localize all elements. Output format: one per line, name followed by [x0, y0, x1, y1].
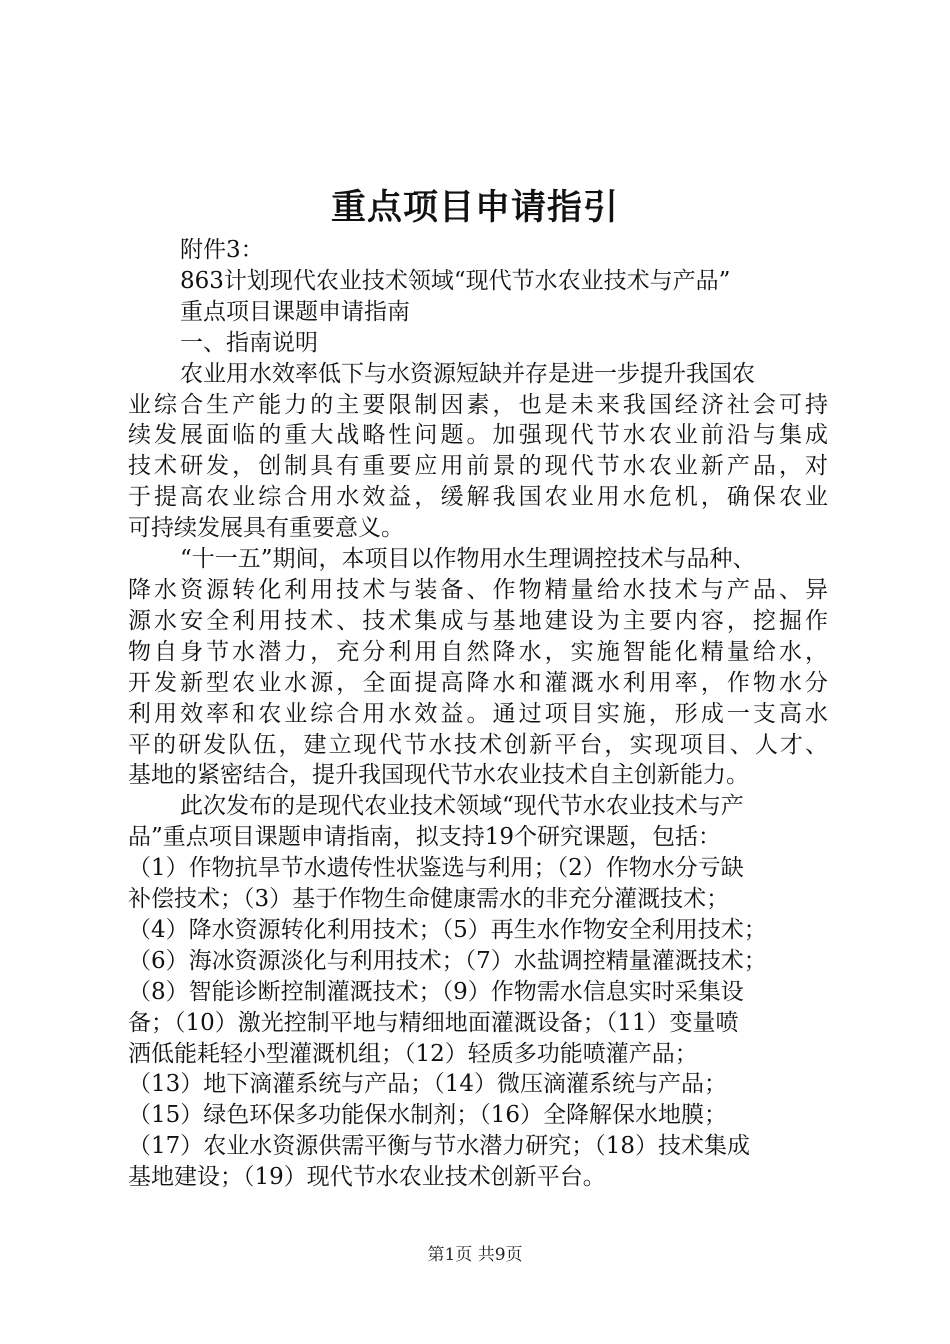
paragraph-line: 品”重点项目课题申请指南，拟支持19个研究课题，包括：: [128, 824, 722, 851]
section-heading: 一、指南说明: [180, 329, 318, 356]
paragraph-line: 降水资源转化利用技术与装备、作物精量给水技术与产品、异: [128, 576, 828, 603]
paragraph-line: 续发展面临的重大战略性问题。加强现代节水农业前沿与集成: [128, 422, 828, 449]
paragraph-line: “十一五”期间，本项目以作物用水生理调控技术与品种、: [180, 546, 756, 573]
page-footer: 第1页 共9页: [427, 1245, 523, 1265]
paragraph-line: 备；（10）激光控制平地与精细地面灌溉设备；（11）变量喷: [128, 1009, 739, 1036]
paragraph-line: 洒低能耗轻小型灌溉机组；（12）轻质多功能喷灌产品；: [128, 1040, 698, 1067]
attachment-label: 附件3：: [180, 237, 264, 263]
paragraph-line: 基地的紧密结合，提升我国现代节水农业技术自主创新能力。: [128, 762, 749, 789]
paragraph-line: 技术研发，创制具有重要应用前景的现代节水农业新产品，对: [128, 453, 828, 480]
paragraph-line: （13）地下滴灌系统与产品；（14）微压滴灌系统与产品；: [128, 1071, 728, 1098]
paragraph-line: 利用效率和农业综合用水效益。通过项目实施，形成一支高水: [128, 700, 828, 727]
paragraph-2: [128, 544, 828, 791]
paragraph-line: 基地建设；（19）现代节水农业技术创新平台。: [128, 1164, 606, 1191]
paragraph-line: 平的研发队伍，建立现代节水技术创新平台，实现项目、人才、: [128, 731, 828, 758]
paragraph-line: 补偿技术；（3）基于作物生命健康需水的非充分灌溉技术；: [128, 886, 730, 913]
paragraph-line: 可持续发展具有重要意义。: [128, 515, 404, 542]
document-title: 重点项目申请指引: [330, 188, 619, 228]
subtitle-line-2: 重点项目课题申请指南: [180, 298, 410, 325]
paragraph-line: （8）智能诊断控制灌溉技术；（9）作物需水信息实时采集设: [128, 978, 744, 1005]
paragraph-line: 农业用水效率低下与水资源短缺并存是进一步提升我国农: [180, 360, 755, 387]
paragraph-1: [128, 359, 828, 544]
paragraph-line: （1）作物抗旱节水遗传性状鉴选与利用；（2）作物水分亏缺: [128, 855, 744, 882]
paragraph-line: 开发新型农业水源，全面提高降水和灌溉水利用率，作物水分: [128, 669, 828, 696]
paragraph-line: 源水安全利用技术、技术集成与基地建设为主要内容，挖掘作: [128, 607, 828, 634]
paragraph-line: （6）海冰资源淡化与利用技术；（7）水盐调控精量灌溉技术；: [128, 947, 767, 974]
paragraph-line: （17）农业水资源供需平衡与节水潜力研究；（18）技术集成: [128, 1133, 751, 1160]
paragraph-line: （15）绿色环保多功能保水制剂；（16）全降解保水地膜；: [128, 1102, 728, 1129]
paragraph-3: [128, 791, 828, 1193]
paragraph-line: 业综合生产能力的主要限制因素，也是未来我国经济社会可持: [128, 391, 828, 418]
paragraph-line: 此次发布的是现代农业技术领域“现代节水农业技术与产: [180, 793, 744, 820]
subtitle-line-1: 863计划现代农业技术领域“现代节水农业技术与产品”: [180, 267, 731, 294]
paragraph-line: 物自身节水潜力，充分利用自然降水，实施智能化精量给水，: [128, 638, 828, 665]
paragraph-line: （4）降水资源转化利用技术；（5）再生水作物安全利用技术；: [128, 916, 767, 943]
paragraph-line: 于提高农业综合用水效益，缓解我国农业用水危机，确保农业: [128, 484, 828, 511]
document-body: [128, 235, 828, 1193]
